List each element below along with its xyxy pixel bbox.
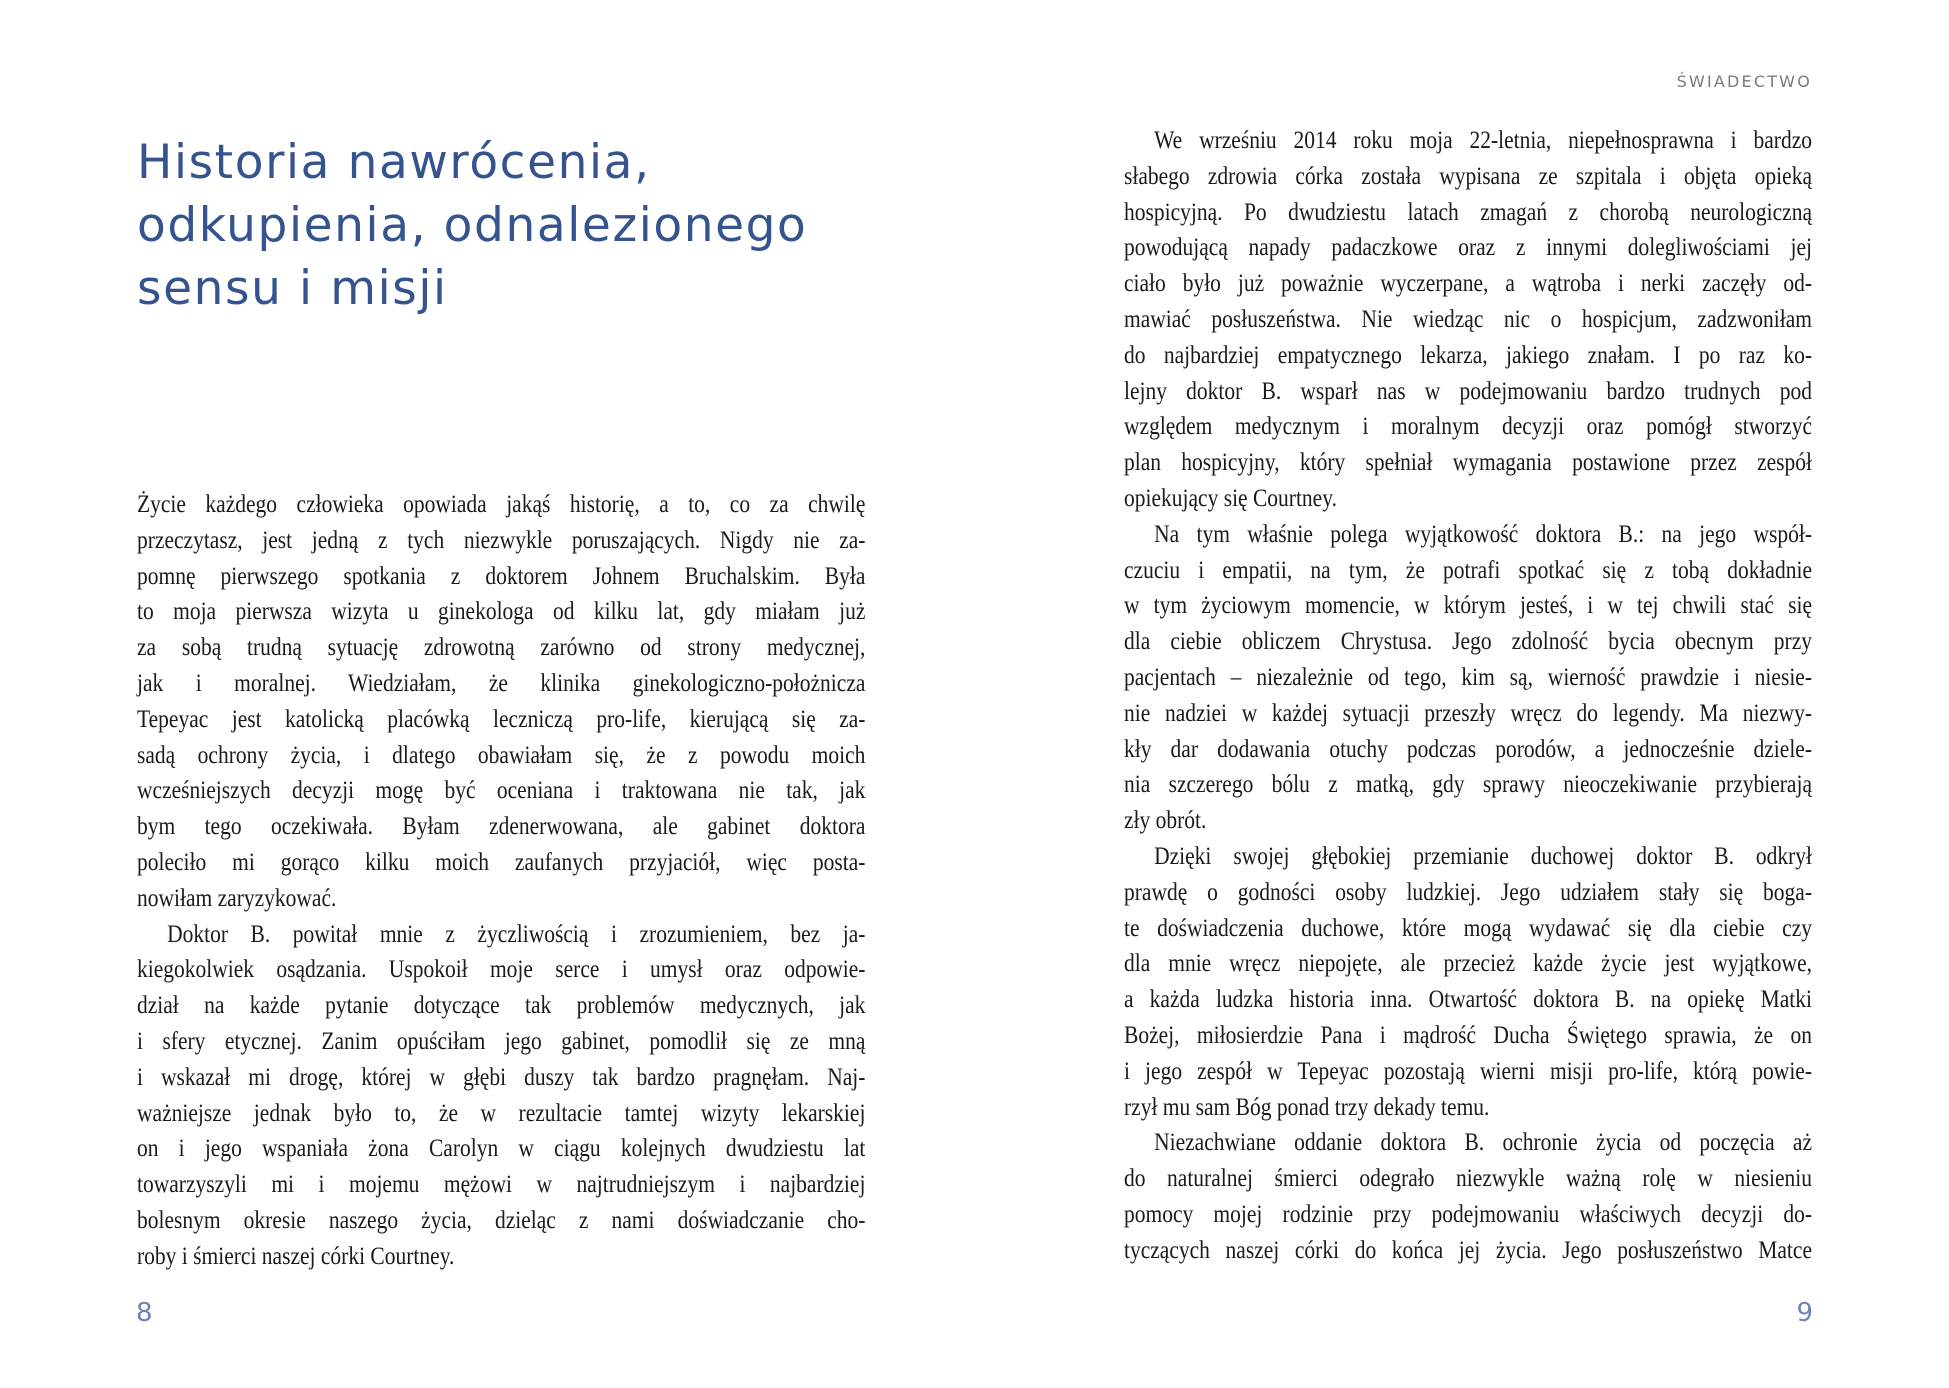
text-line-content: prawdę o godności osoby ludzkiej. Jego udziałem stały się boga-: [1124, 878, 1812, 906]
text-line: [137, 881, 866, 917]
text-line-content: czuciu i empatii, na tym, że potrafi spotkać się z tobą dokładnie: [1124, 556, 1812, 584]
text-line: [1124, 624, 1812, 660]
text-line-content: dla ciebie obliczem Chrystusa. Jego zdolność bycia obecnym przy: [1124, 628, 1812, 656]
text-line-content: We wrześniu 2014 roku moja 22-letnia, niepełnosprawna i bardzo: [1154, 127, 1812, 154]
text-line-content: Na tym właśnie polega wyjątkowość doktora B.: na jego współ-: [1154, 520, 1812, 548]
running-head: ŚWIADECTWO: [1676, 72, 1812, 91]
text-line-content: Życie każdego człowieka opowiada jakąś historię, a to, co za chwilę: [137, 491, 866, 518]
text-line: [1124, 230, 1812, 266]
text-line-content: on i jego wspaniała żona Carolyn w ciągu kolejnych dwudziestu lat: [137, 1135, 866, 1163]
text-line: [137, 487, 866, 523]
text-line-content: Tepeyac jest katolicką placówką leczniczą pro-life, kierującą się za-: [137, 705, 866, 733]
text-line-content: względem medycznym i moralnym decyzji oraz pomógł stworzyć: [1124, 413, 1812, 441]
text-line-content: i sfery etycznej. Zanim opuściłam jego gabinet, pomodlił się ze mną: [137, 1027, 866, 1055]
text-line: [1124, 302, 1812, 338]
text-line-content: Bożej, miłosierdzie Pana i mądrość Ducha Świętego sprawia, że on: [1124, 1021, 1812, 1049]
text-line-content: Dzięki swojej głębokiej przemianie duchowej doktor B. odkrył: [1154, 842, 1812, 870]
text-line-content: to moja pierwsza wizyta u ginekologa od kilku lat, gdy miałam już: [137, 598, 866, 626]
text-line: [1124, 588, 1812, 624]
text-line: [1124, 159, 1812, 195]
text-line: [137, 1096, 866, 1132]
text-line-content: przeczytasz, jest jedną z tych niezwykle poruszających. Nigdy nie za-: [137, 526, 866, 554]
text-line: [137, 809, 866, 845]
text-line-content: i wskazał mi drogę, której w głębi duszy tak bardzo pragnęłam. Naj-: [137, 1063, 866, 1091]
text-line: [137, 1203, 866, 1239]
page-number-left: 8: [136, 1298, 153, 1328]
text-line: [137, 738, 866, 774]
chapter-title-line: sensu i misji: [137, 261, 448, 316]
text-line-content: towarzyszyli mi i mojemu mężowi w najtrudniejszym i najbardziej: [137, 1171, 866, 1199]
text-line: [1124, 1233, 1812, 1269]
text-line: [137, 630, 866, 666]
text-line-content: pacjentach – niezależnie od tego, kim są, wierność prawdzie i niesie-: [1124, 663, 1812, 691]
text-line-content: opiekujący się Courtney.: [1124, 484, 1337, 512]
text-line-content: mawiać posłuszeństwa. Nie wiedząc nic o hospicjum, zadzwoniłam: [1124, 305, 1812, 333]
text-line: [137, 773, 866, 809]
text-line: [1124, 1197, 1812, 1233]
text-line: [1124, 732, 1812, 768]
text-line: [137, 988, 866, 1024]
text-line: [1124, 839, 1812, 875]
text-line-content: Doktor B. powitał mnie z życzliwością i zrozumieniem, bez ja-: [167, 920, 866, 948]
text-line: [1124, 517, 1812, 553]
text-line: [1124, 266, 1812, 302]
text-line-content: dział na każde pytanie dotyczące tak problemów medycznych, jak: [137, 992, 866, 1020]
chapter-title-line: Historia nawrócenia,: [137, 135, 651, 190]
text-line: [1124, 1090, 1812, 1126]
text-line: [1124, 409, 1812, 445]
text-line: [137, 594, 866, 630]
text-line: [137, 952, 866, 988]
left-body-text: [137, 487, 866, 1275]
text-line-content: poleciło mi gorąco kilku moich zaufanych przyjaciół, więc posta-: [137, 848, 866, 876]
right-page: [974, 0, 1949, 1388]
text-line-content: pomocy mojej rodzinie przy podejmowaniu właściwych decyzji do-: [1124, 1200, 1812, 1228]
text-line-content: wcześniejszych decyzji mogę być oceniana i traktowana nie tak, jak: [137, 777, 866, 805]
text-line-content: sadą ochrony życia, i dlatego obawiałam się, że z powodu moich: [137, 741, 866, 769]
text-line: [1124, 946, 1812, 982]
text-line-content: do naturalnej śmierci odegrało niezwykle ważną rolę w niesieniu: [1124, 1165, 1812, 1193]
text-line: [1124, 1161, 1812, 1197]
text-line: [1124, 374, 1812, 410]
text-line-content: bolesnym okresie naszego życia, dzieląc z nami doświadczanie cho-: [137, 1206, 866, 1234]
text-line: [137, 559, 866, 595]
text-line-content: w tym życiowym momencie, w którym jesteś, i w tej chwili stać się: [1124, 592, 1812, 620]
text-line: [1124, 553, 1812, 589]
text-line-content: powodującą napady padaczkowe oraz z innymi dolegliwościami jej: [1124, 234, 1812, 262]
chapter-title-line: odkupienia, odnalezionego: [137, 198, 808, 253]
text-line-content: pomnę pierwszego spotkania z doktorem Johnem Bruchalskim. Była: [137, 562, 866, 590]
text-line: [1124, 803, 1812, 839]
text-line-content: roby i śmierci naszej córki Courtney.: [137, 1242, 455, 1270]
left-page: [0, 0, 974, 1388]
text-line-content: ważniejsze jednak było to, że w rezultacie tamtej wizyty lekarskiej: [137, 1099, 866, 1127]
text-line: [1124, 338, 1812, 374]
text-line: [1124, 481, 1812, 517]
text-line-content: ciało było już poważnie wyczerpane, a wątroba i nerki zaczęły od-: [1124, 270, 1812, 298]
text-line: [137, 702, 866, 738]
text-line: [137, 1060, 866, 1096]
text-line: [137, 1239, 866, 1275]
text-line: [1124, 195, 1812, 231]
text-line-content: Niezachwiane oddanie doktora B. ochronie życia od poczęcia aż: [1154, 1129, 1812, 1157]
text-line: [1124, 982, 1812, 1018]
right-body-text: [1124, 123, 1812, 1269]
text-line-content: bym tego oczekiwała. Byłam zdenerwowana, ale gabinet doktora: [137, 813, 866, 841]
text-line-content: zły obrót.: [1124, 807, 1207, 835]
text-line: [137, 1024, 866, 1060]
text-line-content: słabego zdrowia córka została wypisana ze szpitala i objęta opieką: [1124, 162, 1812, 190]
text-line: [137, 523, 866, 559]
text-line-content: tyczących naszej córki do końca jej życia. Jego posłuszeństwo Matce: [1124, 1236, 1812, 1264]
text-line: [1124, 123, 1812, 159]
text-line: [137, 1131, 866, 1167]
text-line: [137, 666, 866, 702]
text-line-content: lejny doktor B. wsparł nas w podejmowaniu bardzo trudnych pod: [1124, 377, 1812, 405]
text-line-content: jak i moralnej. Wiedziałam, że klinika ginekologiczno-położnicza: [137, 669, 866, 697]
text-line: [137, 845, 866, 881]
text-line-content: za sobą trudną sytuację zdrowotną zarówno od strony medycznej,: [137, 634, 866, 662]
text-line: [137, 917, 866, 953]
page-number-right: 9: [1796, 1298, 1813, 1328]
text-line-content: kły dar dodawania otuchy podczas porodów, a jednocześnie dziele-: [1124, 735, 1812, 763]
chapter-title: [137, 131, 807, 320]
text-line-content: a każda ludzka historia inna. Otwartość doktora B. na opiekę Matki: [1124, 986, 1812, 1014]
text-line-content: dla mnie wręcz niepojęte, ale przecież każde życie jest wyjątkowe,: [1124, 950, 1812, 978]
text-line: [1124, 767, 1812, 803]
text-line-content: i jego zespół w Tepeyac pozostają wierni misji pro-life, którą powie-: [1124, 1057, 1812, 1085]
text-line: [1124, 660, 1812, 696]
text-line-content: te doświadczenia duchowe, które mogą wydawać się dla ciebie czy: [1124, 914, 1812, 942]
text-line-content: nie nadziei w każdej sytuacji przeszły wręcz do legendy. Ma niezwy-: [1124, 699, 1812, 727]
text-line: [1124, 911, 1812, 947]
text-line-content: nia szczerego bólu z matką, gdy sprawy nieoczekiwanie przybierają: [1124, 771, 1812, 799]
text-line-content: hospicyjną. Po dwudziestu latach zmagań z chorobą neurologiczną: [1124, 198, 1812, 226]
text-line: [1124, 696, 1812, 732]
text-line-content: do najbardziej empatycznego lekarza, jakiego znałam. I po raz ko-: [1124, 341, 1812, 369]
text-line: [1124, 875, 1812, 911]
text-line: [1124, 1018, 1812, 1054]
text-line-content: kiegokolwiek osądzania. Uspokoił moje serce i umysł oraz odpowie-: [137, 956, 866, 984]
text-line-content: plan hospicyjny, który spełniał wymagania postawione przez zespół: [1124, 449, 1812, 477]
text-line-content: nowiłam zaryzykować.: [137, 884, 337, 912]
text-line: [137, 1167, 866, 1203]
text-line: [1124, 445, 1812, 481]
text-line: [1124, 1125, 1812, 1161]
text-line: [1124, 1054, 1812, 1090]
text-line-content: rzył mu sam Bóg ponad trzy dekady temu.: [1124, 1093, 1490, 1121]
